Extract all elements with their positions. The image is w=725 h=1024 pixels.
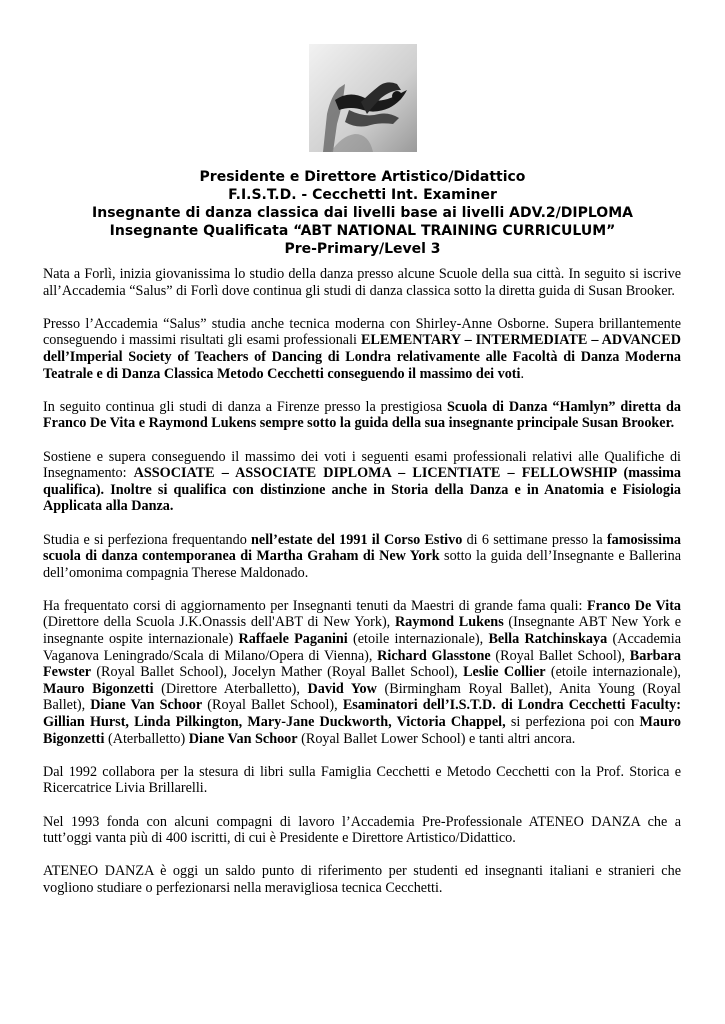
emphasized-text: ELEMENTARY – INTERMEDIATE – ADVANCED dell’Imperial Society of Teachers of Dancing di Londra relativamente alle Facoltà di Danza Moderna Teatrale e di Danza Classica Metodo Cecchetti conseguendo il massimo dei voti	[43, 332, 681, 382]
biography-paragraph	[43, 814, 681, 847]
emphasized-text: Barbara Fewster	[43, 647, 681, 681]
emphasized-text: Mauro Bigonzetti	[43, 714, 681, 747]
biography-paragraph	[43, 598, 681, 747]
paragraph-text: (etoile internazionale),	[545, 664, 681, 681]
paragraph-text: (Royal Ballet School), Jocelyn Mather (Royal Ballet School),	[91, 664, 464, 681]
emphasized-text: famosissima scuola di danza contemporanea di Martha Graham di New York	[43, 531, 681, 565]
paragraph-text: Studia e si perfeziona frequentando	[43, 531, 252, 548]
heading-examiner: F.I.S.T.D. - Cecchetti Int. Examiner	[228, 187, 497, 203]
emphasized-text: Bella Ratchinskaya	[488, 631, 608, 648]
paragraph-text: Presso l’Accademia “Salus” studia anche tecnica moderna con Shirley-Anne Osborne. Supera brillantemente conseguendo i massimi risultati gli esami professionali	[43, 315, 681, 349]
paragraph-text: .	[520, 365, 525, 382]
biography-body	[43, 266, 681, 913]
paragraph-text: (Royal Ballet Lower School) e tanti altri ancora.	[297, 730, 576, 747]
emphasized-text: nell’estate del 1991 il Corso Estivo	[251, 531, 463, 548]
emphasized-text: David Yow	[307, 680, 377, 697]
paragraph-text: In seguito continua gli studi di danza a Firenze presso la prestigiosa	[43, 398, 448, 415]
biography-paragraph	[43, 399, 681, 432]
emphasized-text: Diane Van Schoor	[188, 730, 298, 747]
paragraph-text: ATENEO DANZA è oggi un saldo punto di riferimento per studenti ed insegnanti italiani e stranieri che vogliono studiare o perfezionarsi nella meravigliosa tecnica Cecchetti.	[43, 863, 681, 896]
paragraph-text: Sostiene e supera conseguendo il massimo dei voti i seguenti esami professionali relativi alle Qualifiche di Insegnamento:	[43, 448, 681, 482]
emphasized-text: ASSOCIATE – ASSOCIATE DIPLOMA – LICENTIATE – FELLOWSHIP (massima qualifica). Inoltre si qualifica con distinzione anche in Storia della Danza e in Anatomia e Fisiologia Applicata alla Danza.	[43, 465, 681, 515]
paragraph-text: si perfeziona poi con	[505, 714, 640, 731]
biography-paragraph	[43, 863, 681, 896]
title-block	[40, 168, 685, 258]
emphasized-text: Raffaele Paganini	[238, 631, 348, 648]
heading-abt-qualification: Insegnante Qualificata “ABT NATIONAL TRAINING CURRICULUM”	[109, 223, 616, 239]
emphasized-text: Esaminatori dell’I.S.T.D. di Londra Cecchetti Faculty: Gillian Hurst, Linda Pilkington, Mary-Jane Duckworth, Victoria Chappel,	[43, 697, 681, 731]
biography-paragraph	[43, 764, 681, 797]
paragraph-text: (Royal Ballet School),	[202, 697, 343, 714]
paragraph-text: (Accademia Vaganova Leningrado/Scala di Milano/Opera di Vienna),	[43, 631, 682, 664]
emphasized-text: Franco De Vita	[586, 597, 682, 614]
emphasized-text: Diane Van Schoor	[90, 697, 203, 714]
biography-paragraph	[43, 316, 681, 382]
paragraph-text: Nel 1993 fonda con alcuni compagni di lavoro l’Accademia Pre-Professionale ATENEO DANZA che a tutt’oggi vanta più di 400 iscritti, di cui è Presidente e Direttore Artistico/Didattico.	[43, 813, 681, 847]
dancer-silhouette-icon	[309, 44, 417, 152]
emphasized-text: Scuola di Danza “Hamlyn” diretta da Franco De Vita e Raymond Lukens sempre sotto la guida della sua insegnante principale Susan Brooker.	[43, 398, 682, 432]
emphasized-text: Richard Glasstone	[377, 647, 491, 664]
paragraph-text: (Direttore Aterballetto),	[153, 680, 308, 697]
paragraph-text: (Direttore della Scuola J.K.Onassis dell'ABT di New York),	[43, 614, 395, 631]
biography-paragraph	[43, 449, 681, 515]
paragraph-text: (etoile internazionale),	[347, 631, 489, 648]
paragraph-text: (Royal Ballet School),	[490, 647, 630, 664]
emphasized-text: Mauro Bigonzetti	[43, 680, 154, 697]
dancer-photo	[309, 44, 417, 152]
paragraph-text: (Aterballetto)	[104, 730, 189, 747]
paragraph-text: Dal 1992 collabora per la stesura di libri sulla Famiglia Cecchetti e Metodo Cecchetti con la Prof. Storica e Ricercatrice Livia Brillarelli.	[43, 763, 681, 797]
paragraph-text: Nata a Forlì, inizia giovanissima lo studio della danza presso alcune Scuole della sua città. In seguito si iscrive all’Accademia “Salus” di Forlì dove continua gli studi di danza classica sotto la diretta guida di Susan Brooker.	[43, 266, 681, 299]
paragraph-text: sotto la guida dell’Insegnante e Ballerina dell’omonima compagnia Therese Maldonado.	[43, 548, 682, 581]
emphasized-text: Raymond Lukens	[394, 614, 504, 631]
heading-abt-levels: Pre-Primary/Level 3	[284, 241, 441, 257]
biography-paragraph	[43, 532, 681, 582]
biography-paragraph	[43, 266, 681, 299]
heading-teacher-levels: Insegnante di danza classica dai livelli base ai livelli ADV.2/DIPLOMA	[92, 205, 633, 221]
paragraph-text: (Birmingham Royal Ballet), Anita Young (Royal Ballet),	[43, 680, 681, 714]
paragraph-text: Ha frequentato corsi di aggiornamento per Insegnanti tenuti da Maestri di grande fama quali:	[43, 597, 587, 614]
paragraph-text: (Insegnante ABT New York e insegnante ospite internazionale)	[43, 614, 681, 648]
emphasized-text: Leslie Collier	[463, 664, 546, 681]
paragraph-text: di 6 settimane presso la	[462, 531, 607, 548]
heading-role: Presidente e Direttore Artistico/Didattico	[199, 169, 526, 185]
